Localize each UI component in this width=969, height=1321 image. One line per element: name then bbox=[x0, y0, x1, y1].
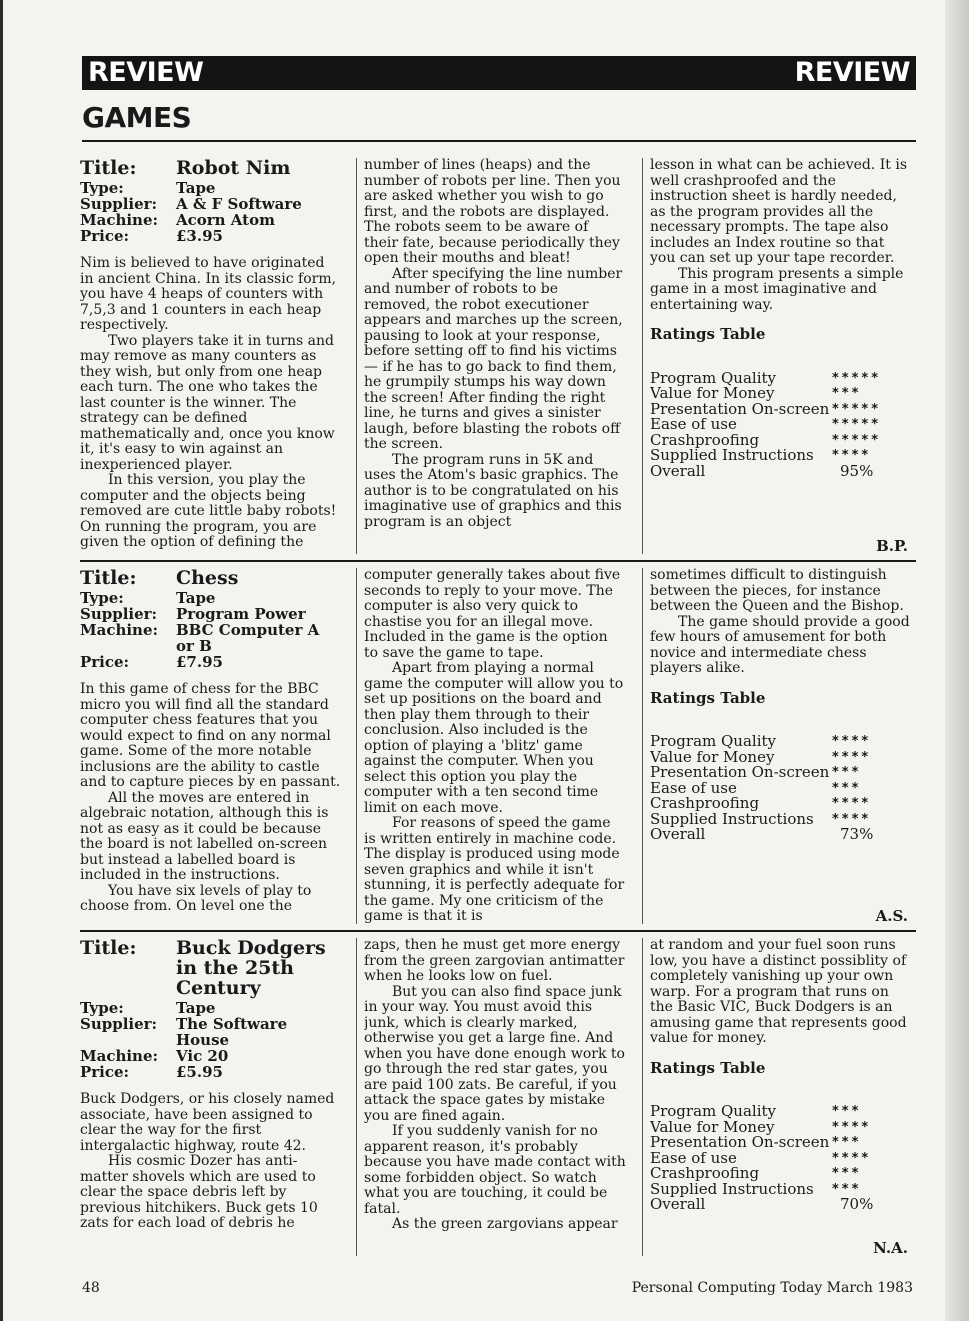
rating-stars: *** bbox=[832, 1135, 862, 1150]
meta-value: Tape bbox=[176, 179, 216, 197]
rating-label: Presentation On-screen bbox=[650, 1133, 830, 1151]
body-paragraph: zaps, then he must get more energy from the green zargovian antimatter when he looks low on fuel. bbox=[364, 938, 625, 984]
rating-label: Program Quality bbox=[650, 368, 776, 387]
review-column-3 bbox=[650, 158, 912, 554]
meta-row bbox=[80, 654, 342, 670]
review-column-2 bbox=[364, 158, 626, 554]
body-paragraph: In this game of chess for the BBC micro you will find all the standard computer chess features that you would expect to find on any normal game. Some of the more notable inclusions are the ability to castle and to capture pieces by en passant. bbox=[80, 681, 341, 790]
body-paragraph: Two players take it in turns and may remove as many counters as they wish, but only from one heap each turn. The one who takes the last counter is the winner. The strategy can be defined mathematically and, once you know it, it's easy to win against an inexperienced player. bbox=[80, 332, 335, 473]
meta-key: Supplier: bbox=[80, 1015, 158, 1033]
review-column-3 bbox=[650, 568, 912, 924]
body-paragraph: If you suddenly vanish for no apparent reason, it's probably because you have made contact with some forbidden object. So watch what you are touching, it could be fatal. bbox=[364, 1123, 626, 1217]
reviewer-initials: A.S. bbox=[875, 906, 908, 924]
meta-row bbox=[80, 606, 342, 622]
column-rule bbox=[642, 158, 643, 554]
meta-value: Acorn Atom bbox=[176, 211, 275, 229]
ratings-table-heading: Ratings Table bbox=[650, 1058, 766, 1077]
rating-label: Program Quality bbox=[650, 732, 776, 750]
rating-label: Value for Money bbox=[650, 1117, 775, 1136]
ratings-table-heading: Ratings Table bbox=[650, 688, 766, 707]
review-column-1 bbox=[80, 158, 342, 554]
rating-stars: *** bbox=[832, 1166, 862, 1181]
rating-label: Ease of use bbox=[650, 778, 737, 797]
publication-footer: Personal Computing Today March 1983 bbox=[631, 1280, 913, 1296]
meta-key: Machine: bbox=[80, 621, 159, 639]
ratings-table-heading: Ratings Table bbox=[650, 325, 766, 343]
body-paragraph: Buck Dodgers, or his closely named associate, have been assigned to clear the way for the first intergalactic highway, route 42. bbox=[80, 1091, 335, 1154]
header-rule bbox=[82, 140, 916, 142]
meta-row bbox=[80, 1000, 342, 1016]
meta-key: Type: bbox=[80, 179, 124, 197]
meta-key: Price: bbox=[80, 227, 130, 245]
reviewer-initials: N.A. bbox=[873, 1238, 908, 1256]
column-rule bbox=[642, 568, 643, 924]
rating-label: Crashproofing bbox=[650, 794, 760, 812]
body-paragraph: His cosmic Dozer has anti-matter shovels which are used to clear the space debris left by previous hitchikers. Buck gets 10 zats for each load of debris he bbox=[80, 1153, 318, 1231]
body-paragraph: In this version, you play the computer and the objects being removed are cute little baby robots! On running the program, you are given the option of defining the bbox=[80, 472, 337, 550]
rating-label: Program Quality bbox=[650, 1102, 776, 1120]
page-edge-right bbox=[945, 0, 969, 1321]
review-column-2 bbox=[364, 938, 626, 1256]
rating-label: Overall bbox=[650, 461, 706, 480]
meta-row bbox=[80, 180, 342, 196]
review-meta bbox=[80, 938, 342, 1080]
column-rule bbox=[356, 568, 357, 924]
meta-key: Machine: bbox=[80, 1047, 159, 1065]
rating-stars: ***** bbox=[832, 417, 881, 432]
review-divider bbox=[80, 560, 916, 562]
body-paragraph: As the green zargovians appear bbox=[392, 1216, 618, 1232]
rating-overall: 70% bbox=[840, 1195, 874, 1213]
rating-label: Presentation On-screen bbox=[650, 763, 830, 781]
meta-value: £7.95 bbox=[176, 653, 223, 671]
meta-value: Robot Nim bbox=[176, 158, 291, 179]
rating-row bbox=[650, 461, 912, 480]
body-paragraph: For reasons of speed the game is written entirely in machine code. The display is produced using mode seven graphics and while it isn't stunning, it is perfectly adequate for the game. My one criticism of the game is that it is bbox=[364, 815, 625, 924]
meta-key: Title: bbox=[80, 568, 137, 589]
banner-word-right: REVIEW bbox=[794, 57, 910, 88]
rating-label: Crashproofing bbox=[650, 1164, 760, 1182]
rating-stars: *** bbox=[832, 765, 862, 780]
review-column-1 bbox=[80, 568, 342, 924]
body-paragraph: Apart from playing a normal game the computer will allow you to set up positions on the board and then play them through to their conclusion. Also included is the option of playing a 'blitz' game against the computer. When you select this option you play the computer with a ten second time limit on each move. bbox=[364, 660, 624, 816]
rating-stars: **** bbox=[832, 811, 872, 827]
rating-stars: **** bbox=[832, 734, 872, 749]
meta-key: Price: bbox=[80, 653, 130, 671]
meta-value: BBC Computer A or B bbox=[176, 621, 320, 655]
reviewer-initials: B.P. bbox=[876, 536, 908, 554]
rating-stars: **** bbox=[832, 749, 872, 765]
body-paragraph: But you can also find space junk in your way. You must avoid this junk, which is clearly marked, otherwise you get a large fine. And when you have done enough work to go through the red star gates, you are paid 100 zats. Be careful, if you attack the space gates by mistake you are fined again. bbox=[364, 983, 625, 1124]
body-paragraph: at random and your fuel soon runs low, you have a distinct possiblity of completely vanishing up your own warp. For a program that runs on the Basic VIC, Buck Dodgers is an amusing game that represents good value for money. bbox=[650, 938, 907, 1046]
review-banner bbox=[82, 56, 916, 90]
rating-label: Overall bbox=[650, 1195, 706, 1213]
rating-label: Supplied Instructions bbox=[650, 809, 814, 828]
meta-value: A & F Software bbox=[176, 195, 302, 213]
meta-key: Title: bbox=[80, 158, 137, 179]
column-rule bbox=[356, 938, 357, 1256]
body-paragraph: The game should provide a good few hours of amusement for both novice and intermediate chess players alike. bbox=[650, 613, 910, 676]
rating-stars: *** bbox=[832, 780, 862, 796]
meta-value: Tape bbox=[176, 999, 216, 1017]
rating-stars: ***** bbox=[832, 370, 881, 386]
meta-key: Price: bbox=[80, 1063, 130, 1081]
meta-row bbox=[80, 212, 342, 228]
rating-label: Crashproofing bbox=[650, 430, 760, 449]
banner-word-left: REVIEW bbox=[88, 57, 204, 88]
meta-value: Chess bbox=[176, 568, 239, 589]
meta-key: Type: bbox=[80, 589, 124, 607]
rating-label: Ease of use bbox=[650, 1148, 737, 1167]
section-title: GAMES bbox=[82, 101, 192, 134]
review-column-3 bbox=[650, 938, 912, 1256]
meta-value: £3.95 bbox=[176, 227, 223, 245]
review-column-2 bbox=[364, 568, 626, 924]
meta-row bbox=[80, 1016, 342, 1048]
rating-label: Overall bbox=[650, 825, 706, 843]
review-meta bbox=[80, 158, 342, 244]
meta-key: Supplier: bbox=[80, 605, 158, 623]
meta-row bbox=[80, 590, 342, 606]
rating-stars: *** bbox=[832, 1181, 862, 1197]
body-paragraph: computer generally takes about five seconds to reply to your move. The computer is also very quick to chastise you for an illegal move. Included in the game is the option to save the game to tape. bbox=[364, 568, 621, 661]
meta-row bbox=[80, 622, 342, 654]
rating-stars: **** bbox=[832, 796, 872, 811]
column-rule bbox=[356, 158, 357, 554]
rating-stars: *** bbox=[832, 1104, 862, 1119]
column-rule bbox=[642, 938, 643, 1256]
meta-key: Title: bbox=[80, 938, 137, 959]
page-number: 48 bbox=[82, 1280, 100, 1296]
body-paragraph: All the moves are entered in algebraic notation, although this is not as easy as it could be because the board is not labelled on-screen but instead a labelled board is included in the instructions. bbox=[80, 789, 329, 883]
body-paragraph: number of lines (heaps) and the number of robots per line. Then you are asked whether you wish to go first, and the robots are displayed. The robots seem to be aware of their fate, because periodically they open their mouths and bleat! bbox=[364, 158, 621, 266]
body-paragraph: You have six levels of play to choose from. On level one the bbox=[80, 882, 312, 914]
meta-row bbox=[80, 1048, 342, 1064]
meta-value: Tape bbox=[176, 589, 216, 607]
rating-stars: **** bbox=[832, 1150, 872, 1166]
meta-value: Buck Dodgers in the 25th Century bbox=[176, 938, 326, 999]
review-divider bbox=[80, 930, 916, 932]
rating-label: Ease of use bbox=[650, 415, 737, 433]
body-paragraph: This program presents a simple game in a most imaginative and entertaining way. bbox=[650, 265, 904, 313]
body-paragraph: The program runs in 5K and uses the Atom's basic graphics. The author is to be congratulated on his imaginative use of graphics and this program is an object bbox=[364, 451, 622, 530]
meta-title-row bbox=[80, 568, 342, 588]
rating-stars: ***** bbox=[832, 432, 881, 448]
rating-label: Supplied Instructions bbox=[650, 446, 814, 464]
review-chess bbox=[80, 568, 916, 924]
meta-title-row bbox=[80, 938, 342, 998]
meta-row bbox=[80, 1064, 342, 1080]
meta-value: £5.95 bbox=[176, 1063, 223, 1081]
body-paragraph: Nim is believed to have originated in ancient China. In its classic form, you have 4 heaps of counters with 7,5,3 and 1 counters in each heap respectively. bbox=[80, 255, 337, 333]
review-robot-nim bbox=[80, 158, 916, 554]
review-buck-dodgers bbox=[80, 938, 916, 1256]
review-column-1 bbox=[80, 938, 342, 1256]
review-meta bbox=[80, 568, 342, 670]
rating-stars: **** bbox=[832, 1119, 872, 1135]
meta-value: Vic 20 bbox=[176, 1047, 229, 1065]
rating-label: Value for Money bbox=[650, 384, 775, 402]
rating-row bbox=[650, 1197, 912, 1213]
body-paragraph: After specifying the line number and number of robots to be removed, the robot executioner appears and marches up the screen, pausing to look at your response, before setting off to find his victims — if he has to go back to find them, he grumpily stumps his way down the screen! After finding the right line, he turns and gives a sinister laugh, before blasting the robots off the screen. bbox=[364, 265, 623, 452]
rating-row bbox=[650, 827, 912, 843]
meta-key: Supplier: bbox=[80, 195, 158, 213]
rating-stars: **** bbox=[832, 448, 872, 463]
rating-overall: 95% bbox=[840, 461, 874, 480]
rating-overall: 73% bbox=[840, 825, 874, 843]
body-paragraph: sometimes difficult to distinguish between the pieces, for instance between the Queen and the Bishop. bbox=[650, 568, 904, 614]
meta-title-row bbox=[80, 158, 342, 178]
rating-stars: *** bbox=[832, 386, 862, 401]
meta-value: The Software House bbox=[176, 1015, 288, 1049]
rating-stars: ***** bbox=[832, 401, 881, 417]
rating-label: Supplied Instructions bbox=[650, 1179, 814, 1198]
rating-label: Value for Money bbox=[650, 747, 775, 766]
page-edge-left bbox=[0, 0, 3, 1321]
meta-row bbox=[80, 228, 342, 244]
rating-label: Presentation On-screen bbox=[650, 399, 830, 418]
meta-row bbox=[80, 196, 342, 212]
meta-key: Machine: bbox=[80, 211, 159, 229]
body-paragraph: lesson in what can be achieved. It is well crashproofed and the instruction sheet is hardly needed, as the program provides all the necessary prompts. The tape also includes an Index routine so that you can set up your tape recorder. bbox=[650, 158, 908, 266]
meta-key: Type: bbox=[80, 999, 124, 1017]
meta-value: Program Power bbox=[176, 605, 306, 623]
